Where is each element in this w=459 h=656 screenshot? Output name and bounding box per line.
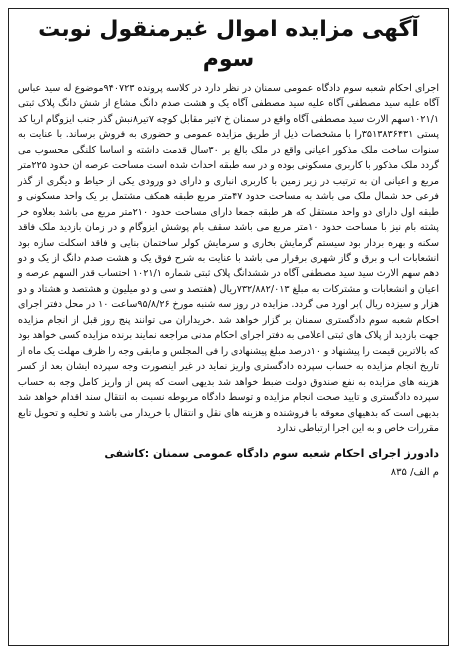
notice-title: آگهی مزایده اموال غیرمنقول نوبت سوم — [38, 17, 419, 72]
auction-notice — [8, 8, 449, 646]
notice-body: اجرای احکام شعبه سوم دادگاه عمومی سمنان در نظر دارد در کلاسه پرونده ۹۴۰۷۲۳موضوع له سید عباس آگاه علیه سید مصطفی آگاه علیه سید مصطفی آگاه یک و هشت صدم دانگ مشاع از شش دانگ پلاک ثبتی ۱۰۲۱/۱سهم الارث سید مصطفی آگاه واقع در سمنان خ ۷تیر مقابل کوچه ۷تیر۸نبش گذر جنب ایزوگام اریا کد پستی ۳۵۱۳۸۳۶۴۳۱را با مشخصات ذیل از طریق مزایده عمومی و حضوری به فروش برساند. با عنایت به سنوات ساخت ملک مذکور اعیانی واقع در ملک بالغ بر ۳۰سال قدمت داشته و اساسا کلنگی محسوب می گردد ملک مذکور با کاربری مسکونی بوده و در سه طبقه احداث شده است مساحت عرصه ان حدود ۲۲۵متر مربع و اعیانی ان به ترتیب در زیر زمین با کاربری انباری و دارای دو ورودی یکی از حیاط و دیگری از گذر فرعی حد شمال ملک می باشد به مساحت حدود ۴۷متر مربع طبقه همکف مشتمل بر یک واحد مسکونی و طبقه اول دارای دو واحد مستقل که هر طبقه جمعا دارای مساحت حدود ۲۱۰متر مربع می باشد بعلاوه خر پشته بام نیز با مساحت حدود ۱۰متر مربع می باشد سقف بام پوشش ایزوگام و در زمان بازدید ملک فاقد سکنه و بهره بردار بود سیستم گرمایش بخاری و سرمایش کولر ساختمان بنایی و فاقد اسکلت سازه بود انشعابات اب و برق و گاز شهری برقرار می باشد با عنایت به شرح فوق یک و هشت صدم دانگ از یک و دو دهم سهم الارث سید سید مصطفی آگاه در ششدانگ پلاک ثبتی شماره ۱۰۲۱/۱ احتساب قدر السهم عرصه و اعیان و انشعابات و مشترکات به مبلغ ۷۳۲/۸۸۲/۰۱۳ریال (هفتصد و سی و دو میلیون و هشتصد و هشتاد و دو هزار و سیزده ریال )بر اورد می گردد. مزایده در روز سه شنبه مورخ ۹۵/۸/۲۶ساعت ۱۰ در محل دفتر اجرای احکام شعبه سوم دادگستری سمنان بر گزار خواهد شد .خریداران می توانند پنج روز قبل از انجام مزایده جهت بازدید از پلاک های ثبتی اعلامی به دفتر اجرای احکام مدنی مراجعه نمایند برنده مزایده کسی خواهد بود که بالاترین قیمت را پیشنهاد و ۱۰درصد مبلغ پیشنهادی را فی المجلس و مابقی وجه را ظرف مهلت یک ماه از تاریخ انجام مزایده به حساب سپرده دادگستری واریز نماید در غیر اینصورت وجه سپرده ایشان بعد از کسر هزینه های مزایده به نفع صندوق دولت ضبط خواهد شد بدیهی است که پس از واریز کامل وجه به حساب سپرده دادگستری و تایید صحت انجام مزایده و توسط دادگاه مربوطه نسبت به انتقال سند اقدام خواهد شد بدیهی است که بدهیهای معوقه با فروشنده و هزینه های نقل و انتقال با خریدار می باشد و تخلیه و تحویل تابع مقررات خاص و به این اجرا ارتباطی ندارد — [18, 83, 440, 434]
notice-reference-number: م الف/ ۸۳۵ — [390, 467, 439, 479]
notice-signature: دادورز اجرای احکام شعبه سوم دادگاه عمومی سمنان :کاشفی — [104, 447, 439, 461]
